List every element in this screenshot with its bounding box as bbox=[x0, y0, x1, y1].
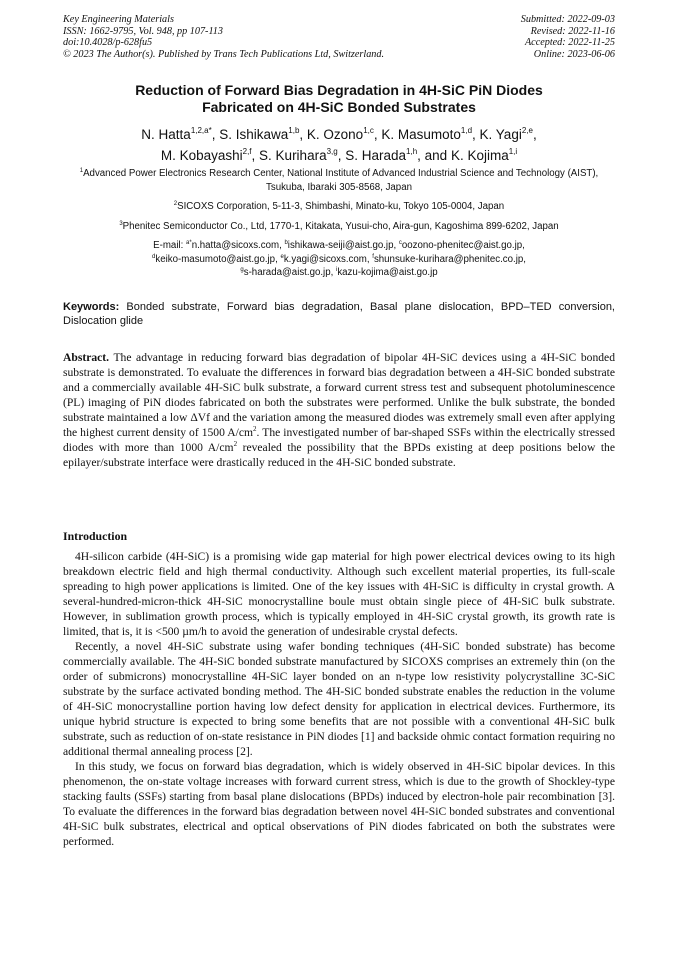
keywords bbox=[63, 300, 615, 328]
email-link[interactable]: n.hatta@sicoxs.com bbox=[191, 240, 280, 251]
email-line-3: $^g$s-harada@aist.go.jp, $^i$kazu-kojima@aist.go.jp bbox=[240, 267, 438, 278]
author-line-2: M. Kobayashi$^{2,f}$, S. Kurihara$^{3,g}$, S. Harada$^{1,h}$, and K. Kojima$^{1,i}$ bbox=[160, 147, 518, 163]
author: S. Harada$^{1,h}$ bbox=[345, 147, 418, 163]
email-link[interactable]: oozono-phenitec@aist.go.jp bbox=[401, 240, 523, 251]
introduction-body bbox=[63, 549, 615, 849]
author: M. Kobayashi$^{2,f}$ bbox=[160, 147, 252, 163]
submitted-date: Submitted: 2022-09-03 bbox=[520, 14, 615, 25]
email-link[interactable]: s-harada@aist.go.jp bbox=[243, 267, 331, 278]
issn: ISSN: 1662-9795, Vol. 948, pp 107-113 bbox=[63, 25, 223, 37]
email-line-1: E-mail: $^{a*}$n.hatta@sicoxs.com, $^b$ishikawa-seiji@aist.go.jp, $^c$oozono-phenitec@aist.go.jp, bbox=[153, 240, 525, 251]
paragraph: Recently, a novel 4H-SiC substrate using wafer bonding techniques (4H-SiC bonded substrate) has become commercially available. The 4H-SiC bonded substrate manufactured by SICOXS comprises an extremely thin (on the order of submicrons) monocrystalline 4H-SiC layer bonded on an n-type low resistivity polycrystalline 3C-SiC substrate by the surface activated bonding method. The 4H-SiC bonded substrate enables the reduction in the volume of 4H-SiC monocrystalline portion having low defect density for application in electrical devices. Furthermore, its unique hybrid structure is expected to bring some benefits that are not possible with a conventional 4H-SiC bulk substrate, such as reduction of on-state resistance in PiN diodes [1] and backside ohmic contact formation requiring no additional thermal annealing process [2]. bbox=[63, 640, 615, 758]
abstract: Abstract. The advantage in reducing forward bias degradation of bipolar 4H-SiC devices using a 4H-SiC bonded substrate is demonstrated. To evaluate the differences in forward bias degradation between a 4H-SiC bonded substrate and a commercially available 4H-SiC bulk substrate, a forward current stress test and subsequent photoluminescence (PL) imaging of PiN diodes fabricated on both the substrates were performed. Unlike the bulk substrate, the bonded substrate maintained a low ΔVf and the variation among the measured diodes was extremely small even after applying the highest current density of 1500 $A/cm^2$. The investigated number of bar-shaped SSFs within the electrically stressed diodes with more than 1000 $A/cm^2$ revealed the possibility that the BPDs existing at deep positions below the epilayer/substrate interface were drastically reduced in the 4H-SiC bonded substrate. bbox=[63, 351, 615, 469]
publication-info bbox=[63, 14, 384, 60]
paragraph: 4H-silicon carbide (4H-SiC) is a promising wide gap material for high power electrical devices owing to its high breakdown electric field and high thermal conductivity. Although such excellent material properties, its full-scale spreading to high power applications is limited. One of the key issues with 4H-SiC is difficulty in crystal growth. A several-hundred-micron-thick 4H-SiC monocrystalline boule must obtain single piece of 4H-SiC bulk substrate. However, in sublimation growth process, which is typically employed in 4H-SiC crystal growth, its growth rate is limited, that is, it is <500 µm/h to avoid the generation of undesirable crystal defects. bbox=[63, 550, 615, 638]
affiliation: $^1$Advanced Power Electronics Research Center, National Institute of Advanced Industrial Science and Technology (AIST), Tsukuba, Ibaraki 305-8568, Japan bbox=[79, 168, 599, 193]
keywords-label: Keywords: bbox=[63, 301, 120, 313]
author: S. Ishikawa$^{1,b}$ bbox=[219, 126, 300, 142]
email-link[interactable]: k.yagi@sicoxs.com bbox=[283, 253, 367, 265]
copyright: © 2023 The Author(s). Published by Trans Tech Publications Ltd, Switzerland. bbox=[63, 48, 385, 60]
paragraph: In this study, we focus on forward bias degradation, which is widely observed in 4H-SiC bipolar devices. In this phenomenon, the on-state voltage increases with forward current stress, which is due to the growth of Shockley-type stacking faults (SSFs) starting from basal plane dislocations (BPDs) induced by electron-hole pair recombination [3]. To evaluate the differences in the forward bias degradation between novel 4H-SiC bonded substrates and conventional 4H-SiC bulk substrates, electrical and optical observations of PiN diodes fabricated on both the substrates were performed. bbox=[63, 760, 615, 848]
email-link[interactable]: shunsuke-kurihara@phenitec.co.jp bbox=[373, 253, 524, 265]
publication-dates bbox=[521, 14, 615, 60]
email-link[interactable]: kazu-kojima@aist.go.jp bbox=[337, 267, 438, 278]
accepted-date: Accepted: 2022-11-25 bbox=[524, 37, 615, 49]
affiliation: $^3$Phenitec Semiconductor Co., Ltd, 1770-1, Kitakata, Yusui-cho, Aira-gun, Kagoshima 899-6202, Japan bbox=[119, 220, 559, 232]
journal-name: Key Engineering Materials bbox=[63, 14, 174, 25]
email-link[interactable]: keiko-masumoto@aist.go.jp bbox=[155, 253, 276, 265]
email-list bbox=[63, 239, 615, 280]
author-line-1: N. Hatta$^{1,2,a*}$, S. Ishikawa$^{1,b}$, K. Ozono$^{1,c}$, K. Masumoto$^{1,d}$, K. Yagi$^{2,e}$, bbox=[141, 126, 537, 142]
affiliations bbox=[63, 167, 615, 280]
doi[interactable]: doi:10.4028/p-628fu5 bbox=[63, 37, 153, 49]
author: S. Kurihara$^{3,g}$ bbox=[259, 147, 338, 163]
section-heading-introduction: Introduction bbox=[63, 529, 128, 543]
abstract-label: Abstract. bbox=[63, 351, 110, 364]
author: K. Kojima$^{1,i}$ bbox=[450, 147, 518, 163]
paper-title bbox=[63, 82, 615, 116]
email-link[interactable]: ishikawa-seiji@aist.go.jp bbox=[287, 240, 394, 251]
author: K. Yagi$^{2,e}$ bbox=[479, 126, 533, 142]
revised-date: Revised: 2022-11-16 bbox=[530, 25, 615, 37]
author: N. Hatta$^{1,2,a*}$ bbox=[141, 126, 212, 142]
author: K. Ozono$^{1,c}$ bbox=[306, 126, 374, 142]
title-line-1: Reduction of Forward Bias Degradation in 4H-SiC PiN Diodes bbox=[135, 82, 543, 98]
keywords-text: Bonded substrate, Forward bias degradation, Basal plane dislocation, BPD–TED conversion, Dislocation glide bbox=[63, 301, 615, 327]
author-list bbox=[63, 124, 615, 166]
online-date: Online: 2023-06-06 bbox=[533, 48, 615, 60]
author: K. Masumoto$^{1,d}$ bbox=[381, 126, 473, 142]
affiliation: $^2$SICOXS Corporation, 5-11-3, Shimbashi, Minato-ku, Tokyo 105-0004, Japan bbox=[173, 201, 505, 212]
email-line-2: $^d$keiko-masumoto@aist.go.jp, $^e$k.yagi@sicoxs.com, $^f$shunsuke-kurihara@phenitec.co.jp, bbox=[152, 253, 526, 265]
title-line-2: Fabricated on 4H-SiC Bonded Substrates bbox=[202, 99, 476, 115]
